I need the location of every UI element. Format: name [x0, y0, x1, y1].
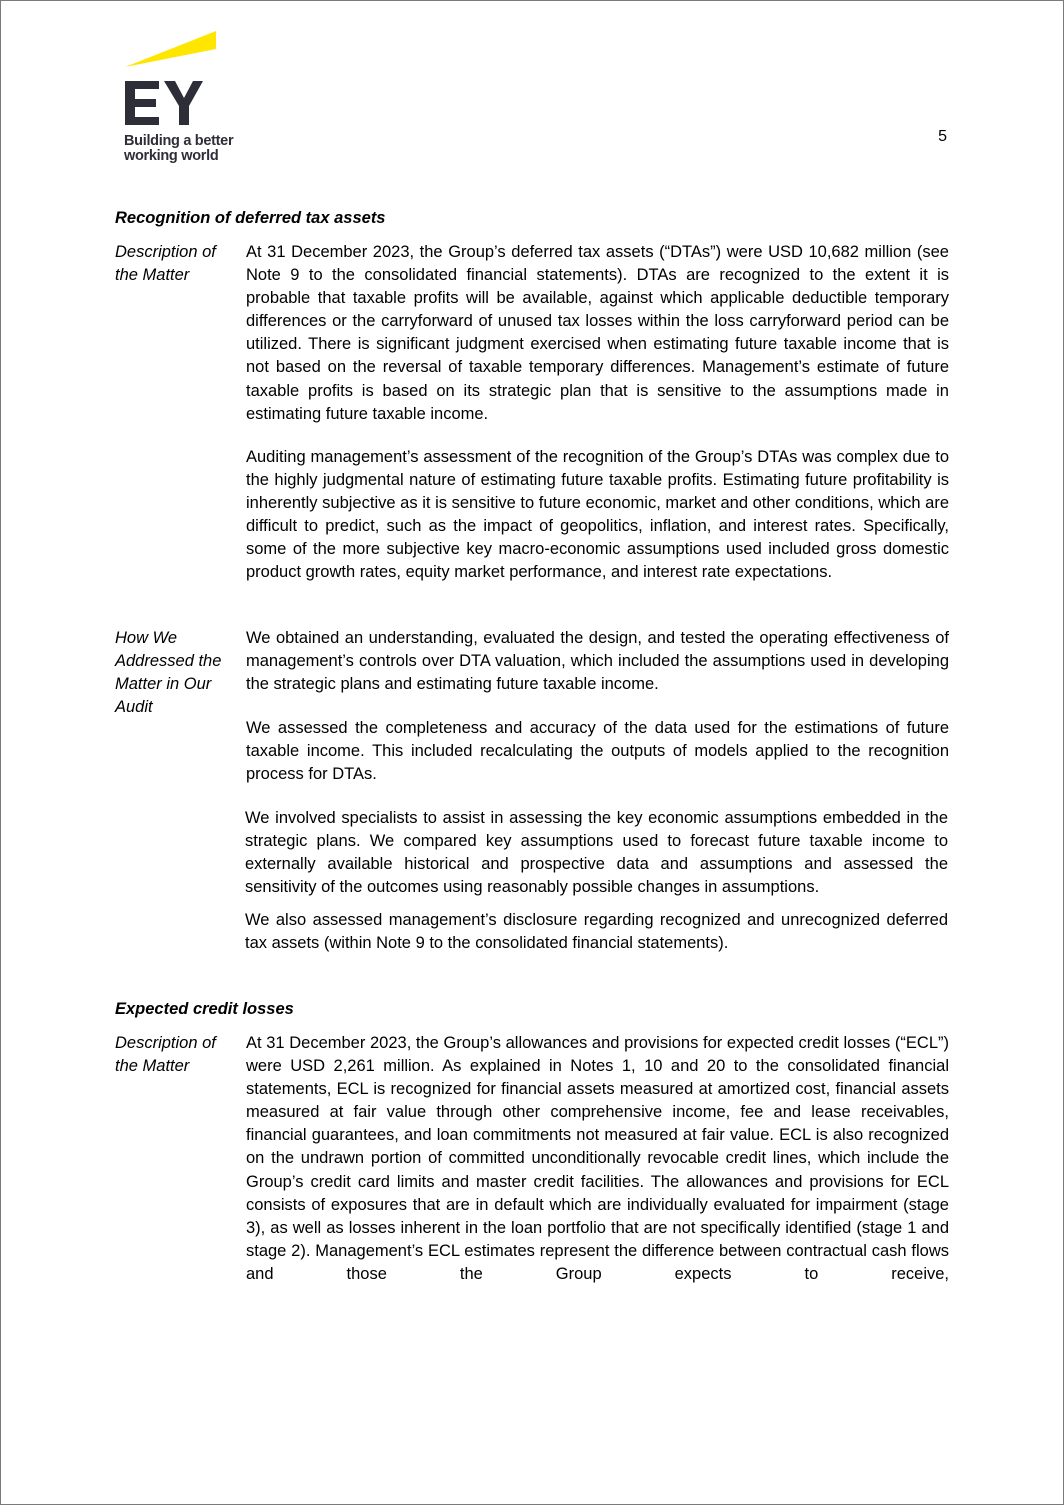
- ey-logo: [123, 31, 253, 171]
- ey-letter-y-icon: [164, 81, 203, 125]
- logo-tagline: [124, 134, 233, 164]
- label-description-of-matter: Description of the Matter: [115, 243, 216, 285]
- label-how-we-addressed: How We Addressed the Matter in Our Audit: [115, 629, 222, 717]
- ey-yellow-beam-icon: [125, 31, 216, 67]
- logo-tagline-line1: Building a better: [124, 133, 234, 149]
- label-description-of-matter-ecl: Description of the Matter: [115, 1034, 216, 1076]
- dta-audit-paragraph-4: We also assessed management’s disclosure regarding recognized and unrecognized deferred tax assets (within Note 9 to the consolidated financial statements).: [245, 911, 948, 953]
- ey-letter-e-icon: [125, 81, 159, 125]
- page-number: 5: [938, 128, 947, 145]
- dta-description-paragraph-1: At 31 December 2023, the Group’s deferred tax assets (“DTAs”) were USD 10,682 million (see Note 9 to the consolidated financial statements). DTAs are recognized to the extent it is probable that taxable profits will be available, against which applicable deductible temporary differences or the carryforward of unused tax losses within the loss carryforward period can be utilized. There is significant judgment exercised when estimating future taxable income that is not based on the reversal of taxable temporary differences. Management’s estimate of future taxable profits is based on its strategic plan that is sensitive to the assumptions made in estimating future taxable income.: [246, 243, 949, 423]
- ey-logo-mark: [123, 31, 253, 131]
- dta-audit-paragraph-2: We assessed the completeness and accuracy of the data used for the estimations of future taxable income. This included recalculating the outputs of models applied to the recognition process for DTAs.: [246, 719, 949, 784]
- section-heading-deferred-tax-assets: Recognition of deferred tax assets: [115, 209, 386, 227]
- dta-audit-paragraph-3: We involved specialists to assist in assessing the key economic assumptions embedded in the strategic plans. We compared key assumptions used to forecast future taxable income to externally available historical and prospective data and assumptions and assessed the sensitivity of the outcomes using reasonably possible changes in assumptions.: [245, 809, 948, 897]
- logo-tagline-line2: working world: [124, 148, 219, 164]
- section-heading-expected-credit-losses: Expected credit losses: [115, 1000, 294, 1018]
- dta-description-paragraph-2: Auditing management’s assessment of the recognition of the Group’s DTAs was complex due to the highly judgmental nature of estimating future taxable profits. Estimating future profitability is inherently subjective as it is sensitive to future economic, market and other conditions, which are difficult to predict, such as the impact of geopolitics, inflation, and interest rates. Specifically, some of the more subjective key macro-economic assumptions used included gross domestic product growth rates, equity market performance, and interest rate expectations.: [246, 448, 949, 582]
- ecl-description-paragraph-1: At 31 December 2023, the Group’s allowances and provisions for expected credit losses (“ECL”) were USD 2,261 million. As explained in Notes 1, 10 and 20 to the consolidated financial statements, ECL is recognized for financial assets measured at amortized cost, financial assets measured at fair value through other comprehensive income, fee and lease receivables, financial guarantees, and loan commitments not measured at fair value. ECL is also recognized on the undrawn portion of committed unconditionally revocable credit lines, which include the Group’s credit card limits and master credit facilities. The allowances and provisions for ECL consists of exposures that are in default which are individually evaluated for impairment (stage 3), as well as losses inherent in the loan portfolio that are not specifically identified (stage 1 and stage 2). Management’s ECL estimates represent the difference between contractual cash flows and those the Group expects to receive,: [246, 1034, 949, 1283]
- dta-audit-paragraph-1: We obtained an understanding, evaluated the design, and tested the operating effectiveness of management’s controls over DTA valuation, which included the assumptions used in developing the strategic plans and estimating future taxable income.: [246, 629, 949, 694]
